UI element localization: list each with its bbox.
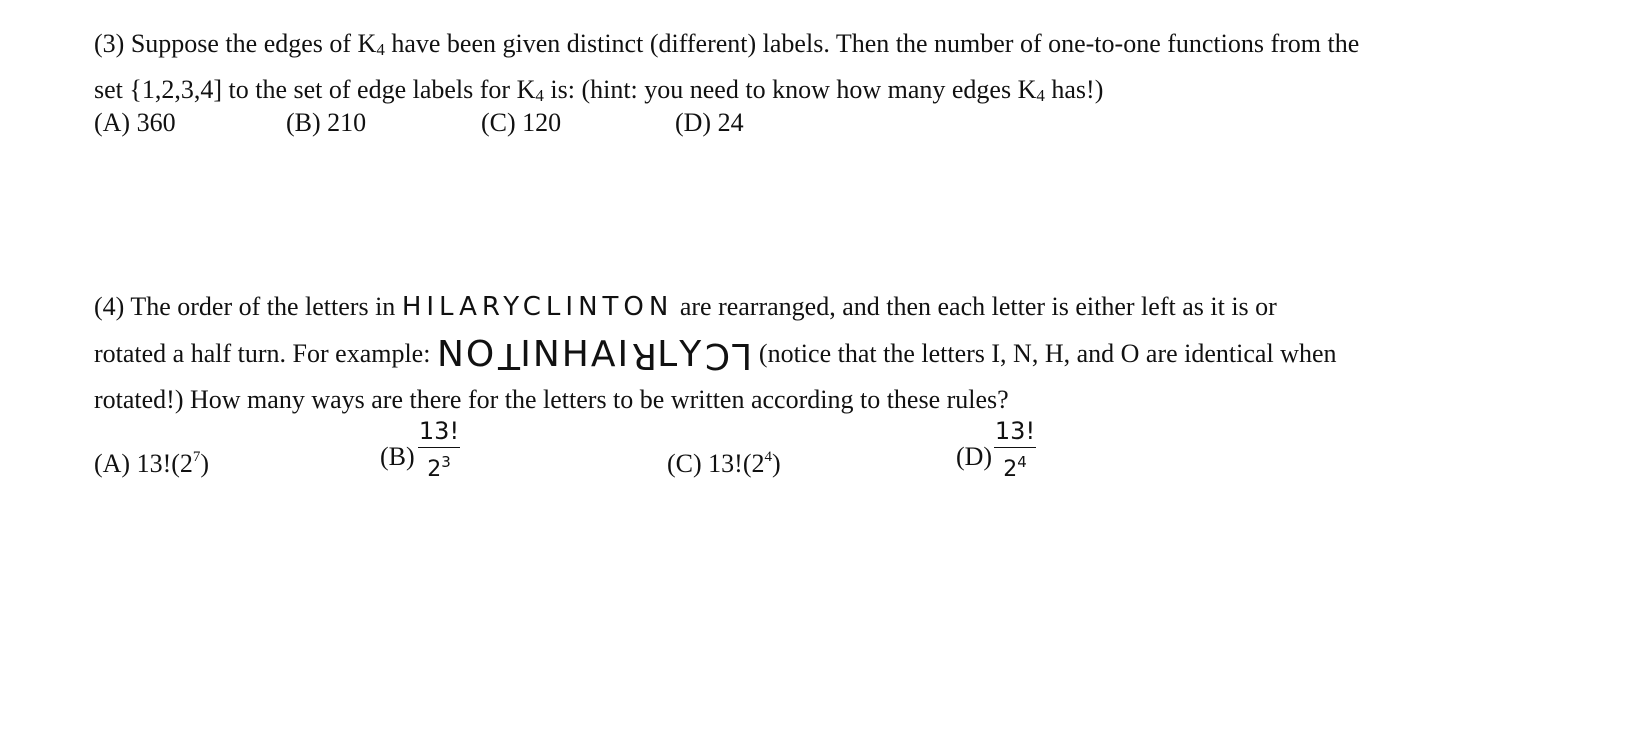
example-letter: H <box>561 334 591 375</box>
q4-option-b-label: (B) <box>380 442 415 471</box>
example-letter: T <box>496 335 521 376</box>
q3-line-1-text-a: (3) Suppose the edges of K <box>94 29 377 58</box>
fraction-bar <box>994 447 1036 448</box>
q4-option-a-exponent: 7 <box>192 449 201 465</box>
example-letter: N <box>532 334 562 375</box>
q4-option-d-den-exponent: 4 <box>1017 453 1027 471</box>
q3-option-d: (D) 24 <box>675 108 744 137</box>
q3-line-1 <box>94 28 1359 66</box>
q4-option-a <box>94 441 209 480</box>
hilary-clinton-name: HILARYCLINTON <box>401 292 674 322</box>
q4-line-2-text-b: (notice that the letters I, N, H, and O are identical when <box>758 339 1337 368</box>
example-letter: C <box>703 335 731 376</box>
q4-option-b-den-base: 2 <box>427 457 442 482</box>
q4-option-a-close: ) <box>200 449 210 478</box>
rotated-example-word <box>436 334 753 376</box>
q4-line-1 <box>94 291 1277 323</box>
q4-line-3: rotated!) How many ways are there for the letters to be written according to these rules? <box>94 385 1009 414</box>
q4-option-d-den-base: 2 <box>1003 457 1018 482</box>
k4-subscript: 4 <box>376 40 385 59</box>
q3-line-2 <box>94 74 1103 112</box>
k4-subscript: 4 <box>535 86 544 105</box>
example-letter: L <box>730 335 753 376</box>
example-letter: I <box>520 334 533 375</box>
q3-line-2-text-a: set {1,2,3,4] to the set of edge labels for K <box>94 75 536 104</box>
k4-subscript: 4 <box>1036 86 1045 105</box>
q4-option-b-fraction <box>414 418 464 482</box>
q4-option-b-den-exponent: 3 <box>441 453 451 471</box>
q4-line-1-text-b: are rearranged, and then each letter is either left as it is or <box>673 292 1277 321</box>
q3-line-1-text-b: have been given distinct (different) labels. Then the number of one-to-one functions from the <box>384 29 1360 58</box>
example-letter: Y <box>679 334 704 375</box>
example-letter: O <box>465 334 497 375</box>
q4-option-c <box>667 441 781 480</box>
q3-line-2-text-b: is: (hint: you need to know how many edges K <box>543 75 1037 104</box>
example-letter: L <box>657 334 680 375</box>
q3-option-b: (B) 210 <box>286 108 367 137</box>
q4-line-2 <box>94 334 1337 376</box>
q4-line-2-text-a: rotated a half turn. For example: <box>94 339 437 368</box>
q4-option-d-denominator <box>990 450 1040 482</box>
q4-option-a-base: (A) 13!(2 <box>94 449 193 478</box>
q3-line-2-text-c: has!) <box>1044 75 1104 104</box>
q4-option-d-label: (D) <box>956 442 993 471</box>
q4-option-c-base: (C) 13!(2 <box>667 449 765 478</box>
q4-option-b-numerator: 13! <box>418 417 460 445</box>
q4-option-d-numerator: 13! <box>994 417 1036 445</box>
fraction-bar <box>418 447 460 448</box>
q4-option-c-close: ) <box>771 449 781 478</box>
q4-option-b-denominator <box>414 450 464 482</box>
q4-option-c-exponent: 4 <box>764 449 772 465</box>
example-letter: A <box>590 334 618 375</box>
q4-line-1-text-a: (4) The order of the letters in <box>94 292 402 321</box>
q3-option-a: (A) 360 <box>94 108 176 137</box>
example-letter: I <box>617 334 631 375</box>
q3-option-c: (C) 120 <box>481 108 562 137</box>
example-letter: R <box>630 335 658 376</box>
q4-option-d-fraction <box>990 418 1040 482</box>
example-letter: N <box>436 334 466 375</box>
